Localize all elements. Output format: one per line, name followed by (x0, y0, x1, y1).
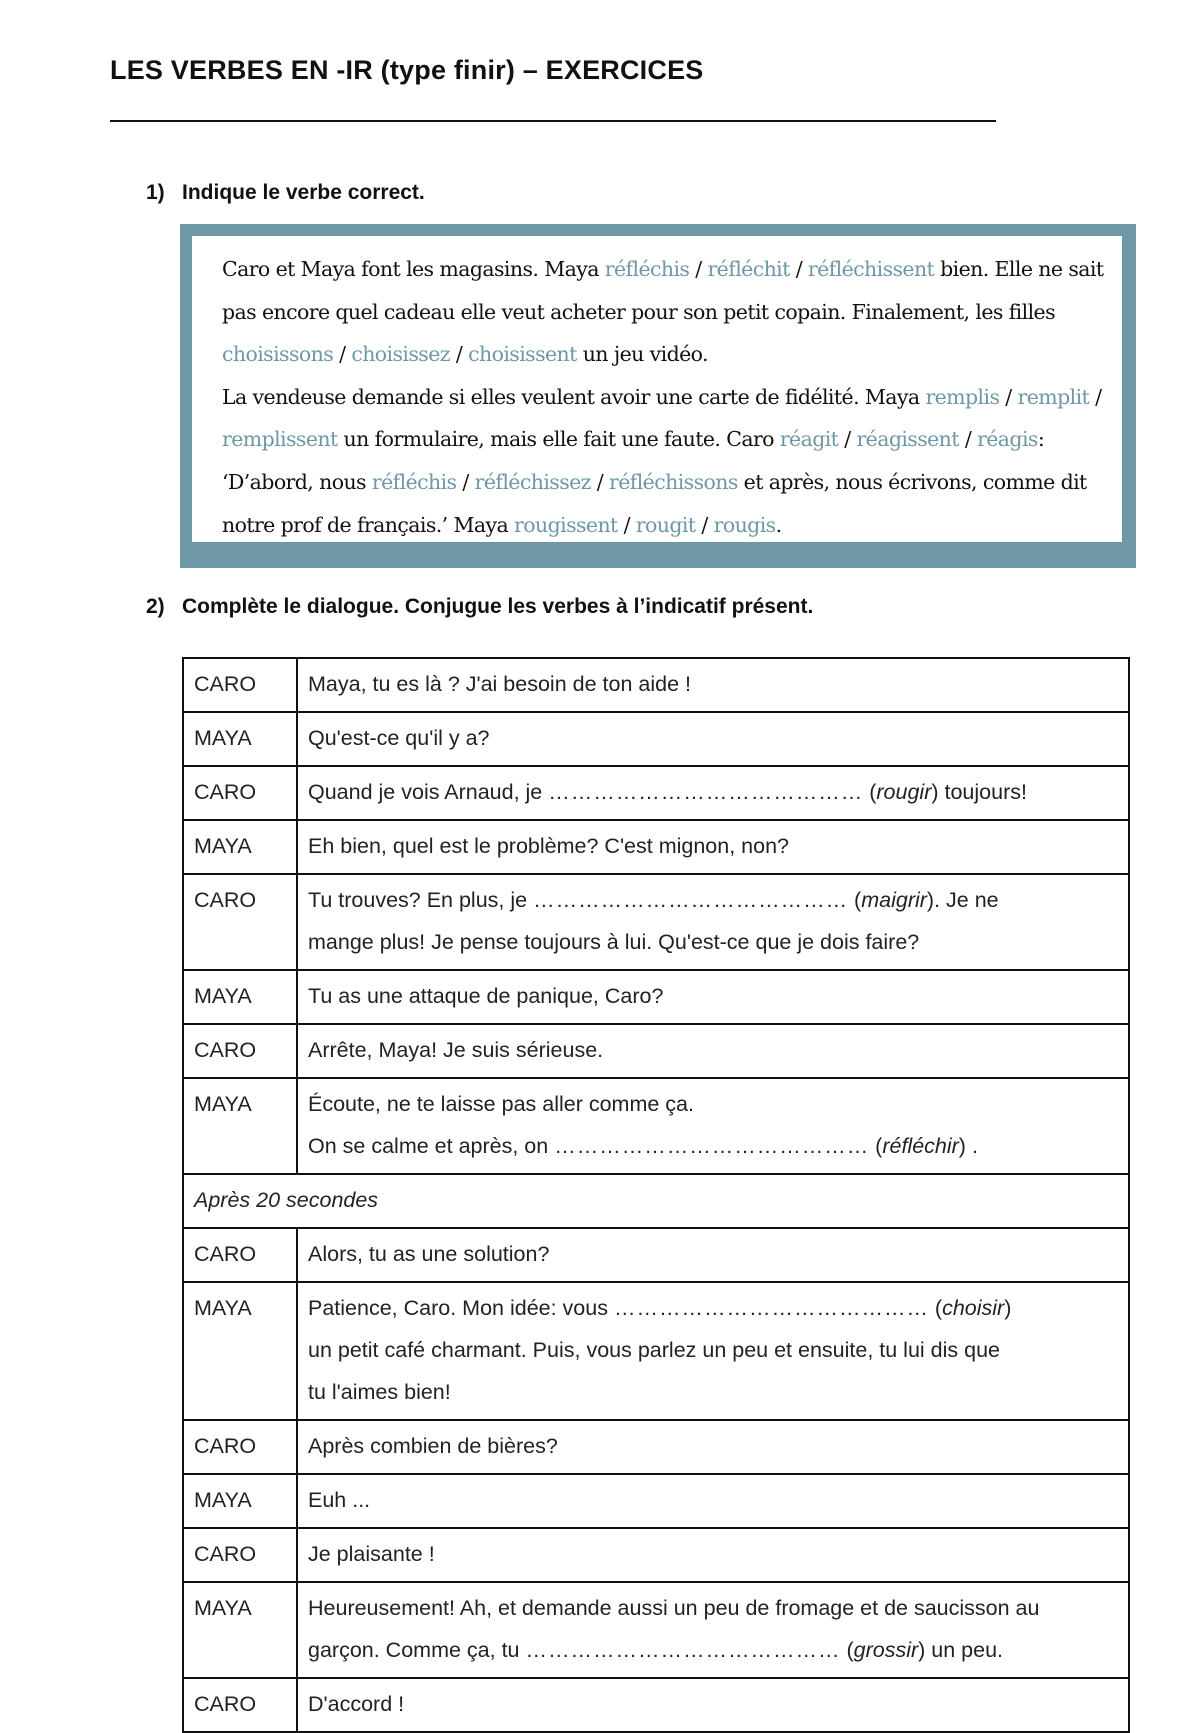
speaker-cell: MAYA (183, 1282, 297, 1420)
blank-choisir[interactable]: …………………………………… (613, 1296, 929, 1320)
page-title: LES VERBES EN -IR (type finir) – EXERCICES (110, 55, 704, 85)
separator: / (449, 342, 469, 367)
exercise1-paragraph-2 (222, 376, 1106, 546)
exercise1-text (192, 236, 1122, 542)
table-row (183, 1582, 1129, 1678)
table-row (183, 1228, 1129, 1282)
blank-rougir[interactable]: …………………………………… (548, 780, 864, 804)
blank-reflechir[interactable]: …………………………………… (554, 1134, 870, 1158)
line-cell (297, 1582, 1129, 1678)
line-cell: Qu'est-ce qu'il y a? (297, 712, 1129, 766)
table-row (183, 970, 1129, 1024)
separator: / (999, 384, 1018, 409)
option-rougit[interactable]: rougit (635, 512, 696, 537)
exercise2-number: 2) (146, 595, 165, 618)
title-underline (110, 120, 996, 122)
line-text: Tu trouves? En plus, je (308, 888, 534, 912)
option-reagissent[interactable]: réagissent (856, 427, 959, 452)
option-reagit[interactable]: réagit (779, 427, 839, 452)
verb-hint: maigrir (861, 888, 927, 912)
line-1: Patience, Caro. Mon idée: vous …………………………………… (choisir) (308, 1296, 1012, 1320)
line-cell: Eh bien, quel est le problème? C'est mignon, non? (297, 820, 1129, 874)
separator: / (456, 469, 475, 494)
speaker-cell: CARO (183, 658, 297, 712)
option-choisissez[interactable]: choisissez (351, 342, 450, 367)
table-row (183, 1420, 1129, 1474)
blank-grossir[interactable]: …………………………………… (525, 1638, 841, 1662)
dialogue-table (182, 657, 1130, 1733)
separator: / (789, 257, 808, 281)
line-cell: Je plaisante ! (297, 1528, 1129, 1582)
line-cell: Arrête, Maya! Je suis sérieuse. (297, 1024, 1129, 1078)
table-row (183, 766, 1129, 820)
line-text: On se calme et après, on (308, 1134, 555, 1158)
verb-hint: grossir (853, 1638, 919, 1662)
exercise1-instruction: Indique le verbe correct. (182, 181, 425, 204)
table-row (183, 1078, 1129, 1174)
speaker-cell: MAYA (183, 712, 297, 766)
exercise2-heading (146, 595, 813, 619)
verb-hint: choisir (942, 1296, 1005, 1320)
separator: / (838, 427, 857, 452)
speaker-cell: CARO (183, 874, 297, 970)
speaker-cell: MAYA (183, 1474, 297, 1528)
table-row (183, 1678, 1129, 1732)
blank-maigrir[interactable]: …………………………………… (533, 888, 849, 912)
line-cell (297, 1078, 1129, 1174)
exercise1-heading (146, 181, 425, 205)
option-remplit[interactable]: remplit (1017, 384, 1090, 409)
option-reflechis-1[interactable]: réfléchis (604, 257, 690, 281)
option-reflechissent[interactable]: réfléchissent (807, 257, 935, 281)
option-remplissent[interactable]: remplissent (222, 427, 338, 452)
table-row (183, 658, 1129, 712)
text: : ‘D’abord, nous (222, 427, 1045, 494)
speaker-cell: MAYA (183, 1078, 297, 1174)
table-row (183, 1282, 1129, 1420)
line-1: Heureusement! Ah, et demande aussi un peu de fromage et de saucisson au (308, 1596, 1040, 1620)
line-cell: Tu as une attaque de panique, Caro? (297, 970, 1129, 1024)
line-cell: Maya, tu es là ? J'ai besoin de ton aide ! (297, 658, 1129, 712)
table-row (183, 712, 1129, 766)
text: un formulaire, mais elle fait une faute. Caro (337, 427, 780, 452)
separator: / (333, 342, 352, 367)
option-remplis[interactable]: remplis (925, 384, 1000, 409)
line-cell: Quand je vois Arnaud, je …………………………………… (rougir) toujours! (297, 766, 1129, 820)
table-row (183, 1024, 1129, 1078)
line-1: Tu trouves? En plus, je …………………………………… (maigrir). Je ne (308, 888, 999, 912)
stage-note: Après 20 secondes (183, 1174, 1129, 1228)
exercise1-paragraph-1 (222, 248, 1106, 376)
separator: / (590, 469, 609, 494)
speaker-cell: MAYA (183, 820, 297, 874)
option-choisissent[interactable]: choisissent (468, 342, 577, 367)
exercise1-number: 1) (146, 181, 165, 204)
line-text: Patience, Caro. Mon idée: vous (308, 1296, 614, 1320)
line-text: un peu. (925, 1638, 1004, 1662)
line-2: mange plus! Je pense toujours à lui. Qu'est-ce que je dois faire? (308, 930, 920, 954)
text: un jeu vidéo. (576, 342, 708, 367)
text: et après, nous écrivons, comme dit notre prof de français.’ Maya (222, 469, 1087, 537)
line-cell: Après combien de bières? (297, 1420, 1129, 1474)
line-text: . Je ne (934, 888, 999, 912)
exercise1-box (180, 224, 1136, 568)
line-2: un petit café charmant. Puis, vous parlez un peu et ensuite, tu lui dis que (308, 1338, 1000, 1362)
line-cell: D'accord ! (297, 1678, 1129, 1732)
verb-hint: réfléchir (882, 1134, 959, 1158)
option-reflechis-2[interactable]: réfléchis (371, 469, 457, 494)
option-choisissons[interactable]: choisissons (222, 342, 334, 367)
line-3: tu l'aimes bien! (308, 1380, 451, 1404)
line-text: . (965, 1134, 978, 1158)
option-reflechit[interactable]: réfléchit (707, 257, 790, 281)
line-text: Quand je vois Arnaud, je (308, 780, 549, 804)
speaker-cell: CARO (183, 1420, 297, 1474)
table-row (183, 1474, 1129, 1528)
speaker-cell: CARO (183, 1228, 297, 1282)
line-2: On se calme et après, on …………………………………… (réfléchir) . (308, 1134, 978, 1158)
speaker-cell: MAYA (183, 1582, 297, 1678)
table-row (183, 874, 1129, 970)
line-text: toujours! (938, 780, 1027, 804)
option-reagis[interactable]: réagis (977, 427, 1038, 452)
line-cell (297, 874, 1129, 970)
option-rougissent[interactable]: rougissent (514, 512, 618, 537)
separator: / (958, 427, 978, 452)
line-cell: Alors, tu as une solution? (297, 1228, 1129, 1282)
text: Caro et Maya font les magasins. Maya (222, 257, 605, 281)
table-row (183, 1174, 1129, 1228)
option-rougis[interactable]: rougis (713, 512, 776, 537)
speaker-cell: CARO (183, 1024, 297, 1078)
separator: / (1089, 384, 1102, 409)
option-reflechissons[interactable]: réfléchissons (609, 469, 738, 494)
table-row (183, 820, 1129, 874)
separator: / (689, 257, 708, 281)
exercise2-instruction: Complète le dialogue. Conjugue les verbes à l’indicatif présent. (182, 595, 814, 618)
speaker-cell: CARO (183, 766, 297, 820)
option-reflechissez[interactable]: réfléchissez (474, 469, 591, 494)
text: bien. Elle ne sait pas encore quel cadeau elle veut acheter pour son petit copain. Finalement, les filles (222, 257, 1104, 324)
table-row (183, 1528, 1129, 1582)
speaker-cell: CARO (183, 1528, 297, 1582)
line-1: Écoute, ne te laisse pas aller comme ça. (308, 1092, 694, 1116)
line-cell: Euh ... (297, 1474, 1129, 1528)
verb-hint: rougir (876, 780, 932, 804)
speaker-cell: MAYA (183, 970, 297, 1024)
text: La vendeuse demande si elles veulent avoir une carte de fidélité. Maya (222, 384, 926, 409)
line-2: garçon. Comme ça, tu …………………………………… (grossir) un peu. (308, 1638, 1004, 1662)
separator: / (617, 512, 636, 537)
line-text: garçon. Comme ça, tu (308, 1638, 526, 1662)
line-cell (297, 1282, 1129, 1420)
separator: / (695, 512, 714, 537)
speaker-cell: CARO (183, 1678, 297, 1732)
text: . (775, 512, 782, 537)
